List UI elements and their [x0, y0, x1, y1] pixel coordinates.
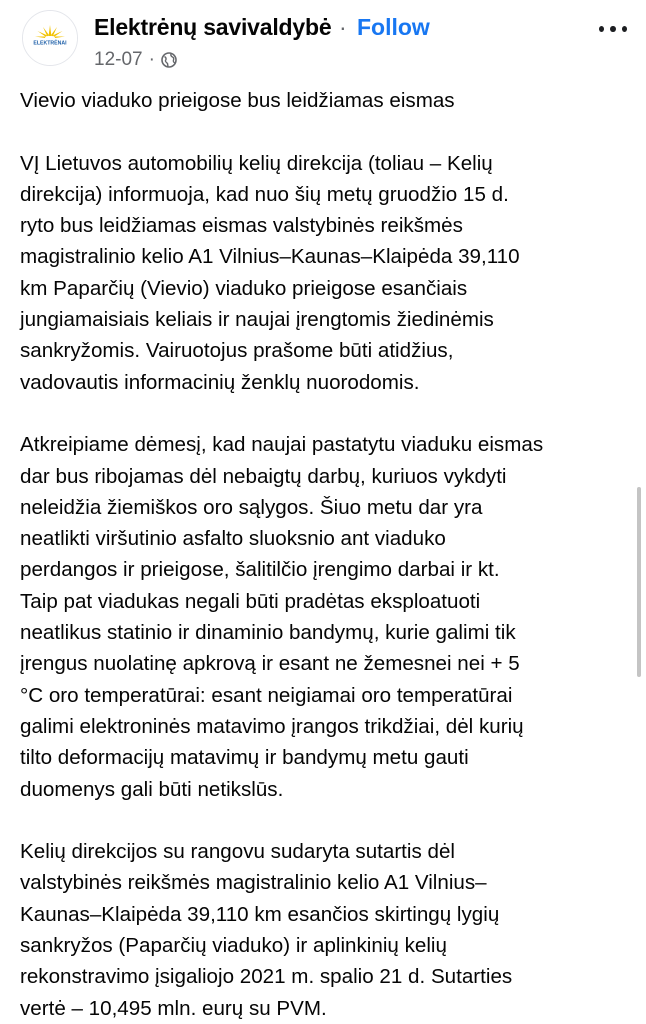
globe-icon[interactable]	[161, 52, 177, 68]
paragraph-2-line: neatlikus statinio ir dinaminio bandymų, kurie galimi tik	[20, 621, 516, 645]
paragraph-3-line: valstybinės reikšmės magistralinio kelio A1 Vilnius–	[20, 871, 487, 895]
post-date-link[interactable]: 12-07	[94, 49, 143, 70]
scrollbar-thumb[interactable]	[637, 487, 641, 677]
header-separator: ·	[339, 14, 347, 40]
paragraph-1-line: direkcija) informuoja, kad nuo šių metų gruodžio 15 d.	[20, 182, 509, 206]
paragraph-2-line: dar bus ribojamas dėl nebaigtų darbų, kuriuos vykdyti	[20, 464, 507, 488]
more-horizontal-icon	[599, 26, 604, 32]
paragraph-3-line: vertė – 10,495 mln. eurų su PVM.	[20, 996, 327, 1020]
paragraph-2-line: °C oro temperatūrai: esant neigiamai oro temperatūrai	[20, 683, 513, 707]
avatar-logo-text: ELEKTRĖNAI	[33, 40, 67, 47]
post-meta	[94, 49, 177, 71]
paragraph-3-line: Kaunas–Klaipėda 39,110 km esančios skirtingų lygių	[20, 902, 500, 926]
paragraph-1-line: jungiamaisiais keliais ir naujai įrengtomis žiedinėmis	[20, 308, 494, 332]
paragraph-2-line: duomenys gali būti netikslūs.	[20, 777, 284, 801]
follow-button[interactable]: Follow	[357, 14, 430, 40]
post-title: Vievio viaduko prieigose bus leidžiamas eismas	[20, 89, 455, 112]
paragraph-2-line: galimi elektroninės matavimo įrangos trikdžiai, dėl kurių	[20, 714, 524, 738]
paragraph-1-line: magistralinio kelio A1 Vilnius–Kaunas–Klaipėda 39,110	[20, 245, 520, 269]
paragraph-1-line: sankryžomis. Vairuotojus prašome būti atidžius,	[20, 339, 454, 363]
meta-separator: ·	[148, 49, 155, 70]
elektrenai-logo	[23, 11, 77, 65]
paragraph-1-line: vadovautis informacinių ženklų nuorodomis.	[20, 370, 420, 394]
paragraph-3-line: rekonstravimo įsigaliojo 2021 m. spalio 21 d. Sutarties	[20, 965, 513, 989]
post-header	[0, 0, 646, 82]
paragraph-1-line: ryto bus leidžiamas eismas valstybinės reikšmės	[20, 214, 463, 238]
paragraph-2-line: perdangos ir prieigose, šalitilčio įrengimo darbai ir kt.	[20, 558, 500, 582]
paragraph-2-line: neleidžia žiemiškos oro sąlygos. Šiuo metu dar yra	[20, 495, 483, 519]
paragraph-1-line: km Paparčių (Vievio) viaduko prieigose esančiais	[20, 276, 468, 300]
paragraph-2-line: Atkreipiame dėmesį, kad naujai pastatytu viaduku eismas	[20, 433, 544, 457]
paragraph-2-line: Taip pat viadukas negali būti pradėtas eksploatuoti	[20, 589, 481, 613]
paragraph-1-line: VĮ Lietuvos automobilių kelių direkcija (toliau – Kelių	[20, 151, 493, 175]
post-body	[20, 85, 630, 1024]
page-avatar[interactable]	[22, 10, 78, 66]
paragraph-2-line: įrengus nuolatinę apkrovą ir esant ne žemesnei nei + 5	[20, 652, 520, 676]
paragraph-2-line: tilto deformacijų matavimų ir bandymų metu gauti	[20, 746, 469, 770]
paragraph-3-line: Kelių direkcijos su rangovu sudaryta sutartis dėl	[20, 840, 455, 864]
paragraph-3-line: sankryžos (Paparčių viaduko) ir aplinkinių kelių	[20, 934, 447, 958]
more-options-button[interactable]	[596, 14, 630, 44]
paragraph-2-line: neatlikti viršutinio asfalto sluoksnio ant viaduko	[20, 527, 446, 551]
page-name-link[interactable]: Elektrėnų savivaldybė	[94, 14, 332, 40]
